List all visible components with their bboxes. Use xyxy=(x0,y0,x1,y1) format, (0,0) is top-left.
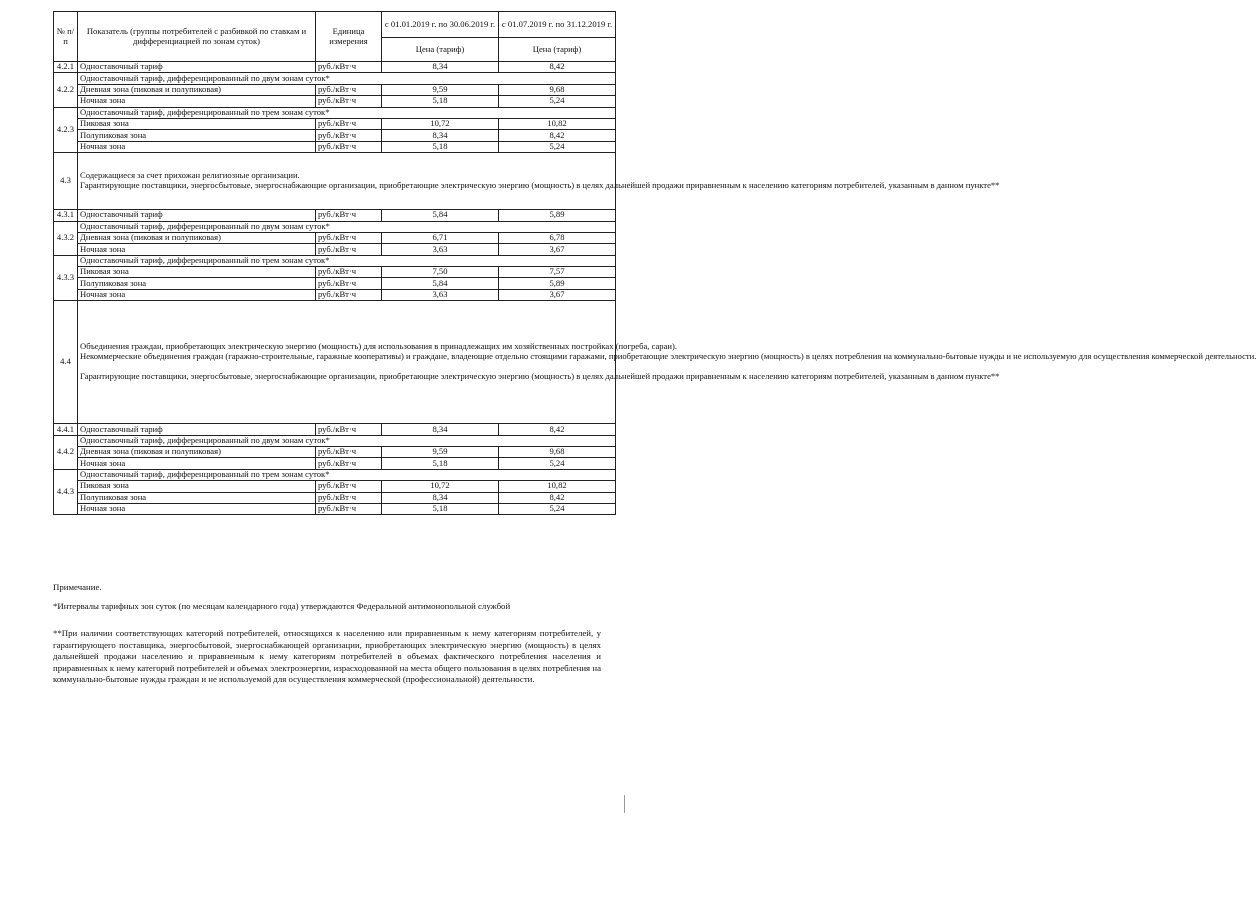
header-price-1: Цена (тариф) xyxy=(382,38,499,62)
row-value-1: 9,59 xyxy=(382,84,499,95)
row-value-2: 8,42 xyxy=(499,62,616,73)
row-number: 4.4.1 xyxy=(54,424,78,435)
row-unit: руб./кВт·ч xyxy=(316,267,382,278)
table-row xyxy=(54,153,616,210)
row-unit: руб./кВт·ч xyxy=(316,141,382,152)
row-unit: руб./кВт·ч xyxy=(316,278,382,289)
row-value-1: 10,72 xyxy=(382,481,499,492)
row-value-1: 10,72 xyxy=(382,118,499,129)
row-label: Одноставочный тариф xyxy=(78,62,316,73)
row-value-1: 8,34 xyxy=(382,130,499,141)
row-value-1: 3,63 xyxy=(382,289,499,300)
category-description xyxy=(78,301,1256,424)
row-unit: руб./кВт·ч xyxy=(316,492,382,503)
row-number: 4.4 xyxy=(54,301,78,424)
table-row xyxy=(54,447,616,458)
group-title: Одноставочный тариф, дифференцированный по трем зонам суток* xyxy=(78,107,616,118)
row-unit: руб./кВт·ч xyxy=(316,84,382,95)
group-title: Одноставочный тариф, дифференцированный по трем зонам суток* xyxy=(78,469,616,480)
row-value-1: 5,18 xyxy=(382,141,499,152)
table-row xyxy=(54,435,616,446)
group-title: Одноставочный тариф, дифференцированный по двум зонам суток* xyxy=(78,435,616,446)
header-num: № п/п xyxy=(54,12,78,62)
row-number: 4.4.2 xyxy=(54,435,78,469)
row-unit: руб./кВт·ч xyxy=(316,232,382,243)
row-value-2: 5,89 xyxy=(499,278,616,289)
row-label: Одноставочный тариф xyxy=(78,424,316,435)
category-paragraph: Объединения граждан, приобретающих электрическую энергию (мощность) для использования в принадлежащих им хозяйственных постройках (погреба, сараи). xyxy=(80,341,678,352)
table-row xyxy=(54,458,616,469)
table-row xyxy=(54,221,616,232)
row-unit: руб./кВт·ч xyxy=(316,458,382,469)
category-paragraph: Некоммерческие объединения граждан (гаражно-строительные, гаражные кооперативы) и граждане, владеющие отдельно стоящими гаражами, приобретающие электрическую энергию (мощность) в целях потребления на коммунально-бытовые нужды и не используемую для осуществления коммерческой деятельности. xyxy=(80,351,1256,362)
row-value-2: 5,24 xyxy=(499,458,616,469)
row-unit: руб./кВт·ч xyxy=(316,289,382,300)
group-title: Одноставочный тариф, дифференцированный по трем зонам суток* xyxy=(78,255,616,266)
row-unit: руб./кВт·ч xyxy=(316,118,382,129)
header-period-2: с 01.07.2019 г. по 31.12.2019 г. xyxy=(499,12,616,38)
row-value-2: 10,82 xyxy=(499,118,616,129)
row-unit: руб./кВт·ч xyxy=(316,503,382,514)
table-row xyxy=(54,130,616,141)
table-row xyxy=(54,244,616,255)
row-value-2: 5,24 xyxy=(499,96,616,107)
header-period-1: с 01.01.2019 г. по 30.06.2019 г. xyxy=(382,12,499,38)
row-label: Ночная зона xyxy=(78,96,316,107)
table-row xyxy=(54,96,616,107)
row-number: 4.2.3 xyxy=(54,107,78,153)
header-unit: Единица измерения xyxy=(316,12,382,62)
footnote-categories: **При наличии соответствующих категорий потребителей, относящихся к населению или приравненным к нему категориям потребителей, у гарантирующего поставщика, энергосбытовой, энергоснабжающей организации, приобретающих электрическую энергию (мощность) в целях дальнейшей продажи населению и приравненным к нему категориям потребителей в объемах фактического потребления населения и приравненных к нему категорий потребителей и объемах электроэнергии, израсходованной на места общего пользования в целях потребления на коммунально-бытовые нужды граждан и не используемой для осуществления коммерческой (профессиональной) деятельности. xyxy=(53,628,601,685)
row-value-1: 5,84 xyxy=(382,278,499,289)
header-price-2: Цена (тариф) xyxy=(499,38,616,62)
row-label: Ночная зона xyxy=(78,503,316,514)
category-paragraph: Гарантирующие поставщики, энергосбытовые, энергоснабжающие организации, приобретающие электрическую энергию (мощность) в целях дальнейшей продажи приравненным к населению категориям потребителей, указанным в данном пункте** xyxy=(80,180,1000,191)
row-value-2: 3,67 xyxy=(499,244,616,255)
row-label: Пиковая зона xyxy=(78,481,316,492)
table-row xyxy=(54,62,616,73)
row-value-2: 3,67 xyxy=(499,289,616,300)
table-row xyxy=(54,492,616,503)
table-row xyxy=(54,503,616,514)
row-number: 4.3 xyxy=(54,153,78,210)
table-row xyxy=(54,255,616,266)
row-number: 4.3.1 xyxy=(54,210,78,221)
row-number: 4.2.1 xyxy=(54,62,78,73)
scan-artifact xyxy=(624,795,625,813)
row-unit: руб./кВт·ч xyxy=(316,62,382,73)
row-label: Пиковая зона xyxy=(78,267,316,278)
row-value-1: 9,59 xyxy=(382,447,499,458)
group-title: Одноставочный тариф, дифференцированный по двум зонам суток* xyxy=(78,221,616,232)
row-value-2: 8,42 xyxy=(499,130,616,141)
row-label: Ночная зона xyxy=(78,289,316,300)
row-value-2: 9,68 xyxy=(499,84,616,95)
row-label: Полупиковая зона xyxy=(78,492,316,503)
table-row xyxy=(54,107,616,118)
category-description xyxy=(78,153,1000,210)
row-label: Ночная зона xyxy=(78,244,316,255)
row-value-1: 7,50 xyxy=(382,267,499,278)
row-value-1: 8,34 xyxy=(382,492,499,503)
row-value-2: 5,24 xyxy=(499,141,616,152)
row-value-1: 5,18 xyxy=(382,458,499,469)
row-value-1: 8,34 xyxy=(382,424,499,435)
row-label: Дневная зона (пиковая и полупиковая) xyxy=(78,447,316,458)
header-indicator: Показатель (группы потребителей с разбивкой по ставкам и дифференциацией по зонам суток) xyxy=(78,12,316,62)
row-unit: руб./кВт·ч xyxy=(316,96,382,107)
row-label: Ночная зона xyxy=(78,458,316,469)
category-paragraph: Гарантирующие поставщики, энергосбытовые, энергоснабжающие организации, приобретающие электрическую энергию (мощность) в целях дальнейшей продажи приравненным к населению категориям потребителей, указанным в данном пункте** xyxy=(80,371,1000,382)
category-paragraph: Содержащиеся за счет прихожан религиозные организации. xyxy=(80,170,300,181)
table-row xyxy=(54,481,616,492)
row-value-1: 5,18 xyxy=(382,503,499,514)
table-row xyxy=(54,289,616,300)
table-row xyxy=(54,278,616,289)
row-label: Дневная зона (пиковая и полупиковая) xyxy=(78,232,316,243)
row-value-2: 8,42 xyxy=(499,492,616,503)
row-value-1: 5,18 xyxy=(382,96,499,107)
row-number: 4.3.3 xyxy=(54,255,78,301)
row-number: 4.3.2 xyxy=(54,221,78,255)
table-row xyxy=(54,469,616,480)
row-value-1: 8,34 xyxy=(382,62,499,73)
row-label: Полупиковая зона xyxy=(78,130,316,141)
row-value-2: 7,57 xyxy=(499,267,616,278)
row-value-1: 5,84 xyxy=(382,210,499,221)
row-label: Полупиковая зона xyxy=(78,278,316,289)
row-label: Пиковая зона xyxy=(78,118,316,129)
footnote-zones: *Интервалы тарифных зон суток (по месяцам календарного года) утверждаются Федеральной антимонопольной службой xyxy=(53,601,511,611)
row-unit: руб./кВт·ч xyxy=(316,244,382,255)
row-unit: руб./кВт·ч xyxy=(316,424,382,435)
table-row xyxy=(54,141,616,152)
table-row xyxy=(54,118,616,129)
table-row xyxy=(54,267,616,278)
row-unit: руб./кВт·ч xyxy=(316,447,382,458)
row-label: Ночная зона xyxy=(78,141,316,152)
table-row xyxy=(54,424,616,435)
row-number: 4.2.2 xyxy=(54,73,78,107)
table-row xyxy=(54,210,616,221)
row-unit: руб./кВт·ч xyxy=(316,130,382,141)
table-row xyxy=(54,301,616,424)
row-value-2: 6,78 xyxy=(499,232,616,243)
group-title: Одноставочный тариф, дифференцированный по двум зонам суток* xyxy=(78,73,616,84)
tariff-table xyxy=(53,11,1256,515)
row-value-2: 10,82 xyxy=(499,481,616,492)
table-row xyxy=(54,73,616,84)
row-value-1: 6,71 xyxy=(382,232,499,243)
row-unit: руб./кВт·ч xyxy=(316,481,382,492)
table-row xyxy=(54,232,616,243)
row-value-2: 5,89 xyxy=(499,210,616,221)
row-label: Дневная зона (пиковая и полупиковая) xyxy=(78,84,316,95)
row-unit: руб./кВт·ч xyxy=(316,210,382,221)
row-value-2: 5,24 xyxy=(499,503,616,514)
table-row xyxy=(54,84,616,95)
row-value-1: 3,63 xyxy=(382,244,499,255)
row-value-2: 9,68 xyxy=(499,447,616,458)
notes-heading: Примечание. xyxy=(53,582,102,592)
row-label: Одноставочный тариф xyxy=(78,210,316,221)
row-number: 4.4.3 xyxy=(54,469,78,515)
row-value-2: 8,42 xyxy=(499,424,616,435)
